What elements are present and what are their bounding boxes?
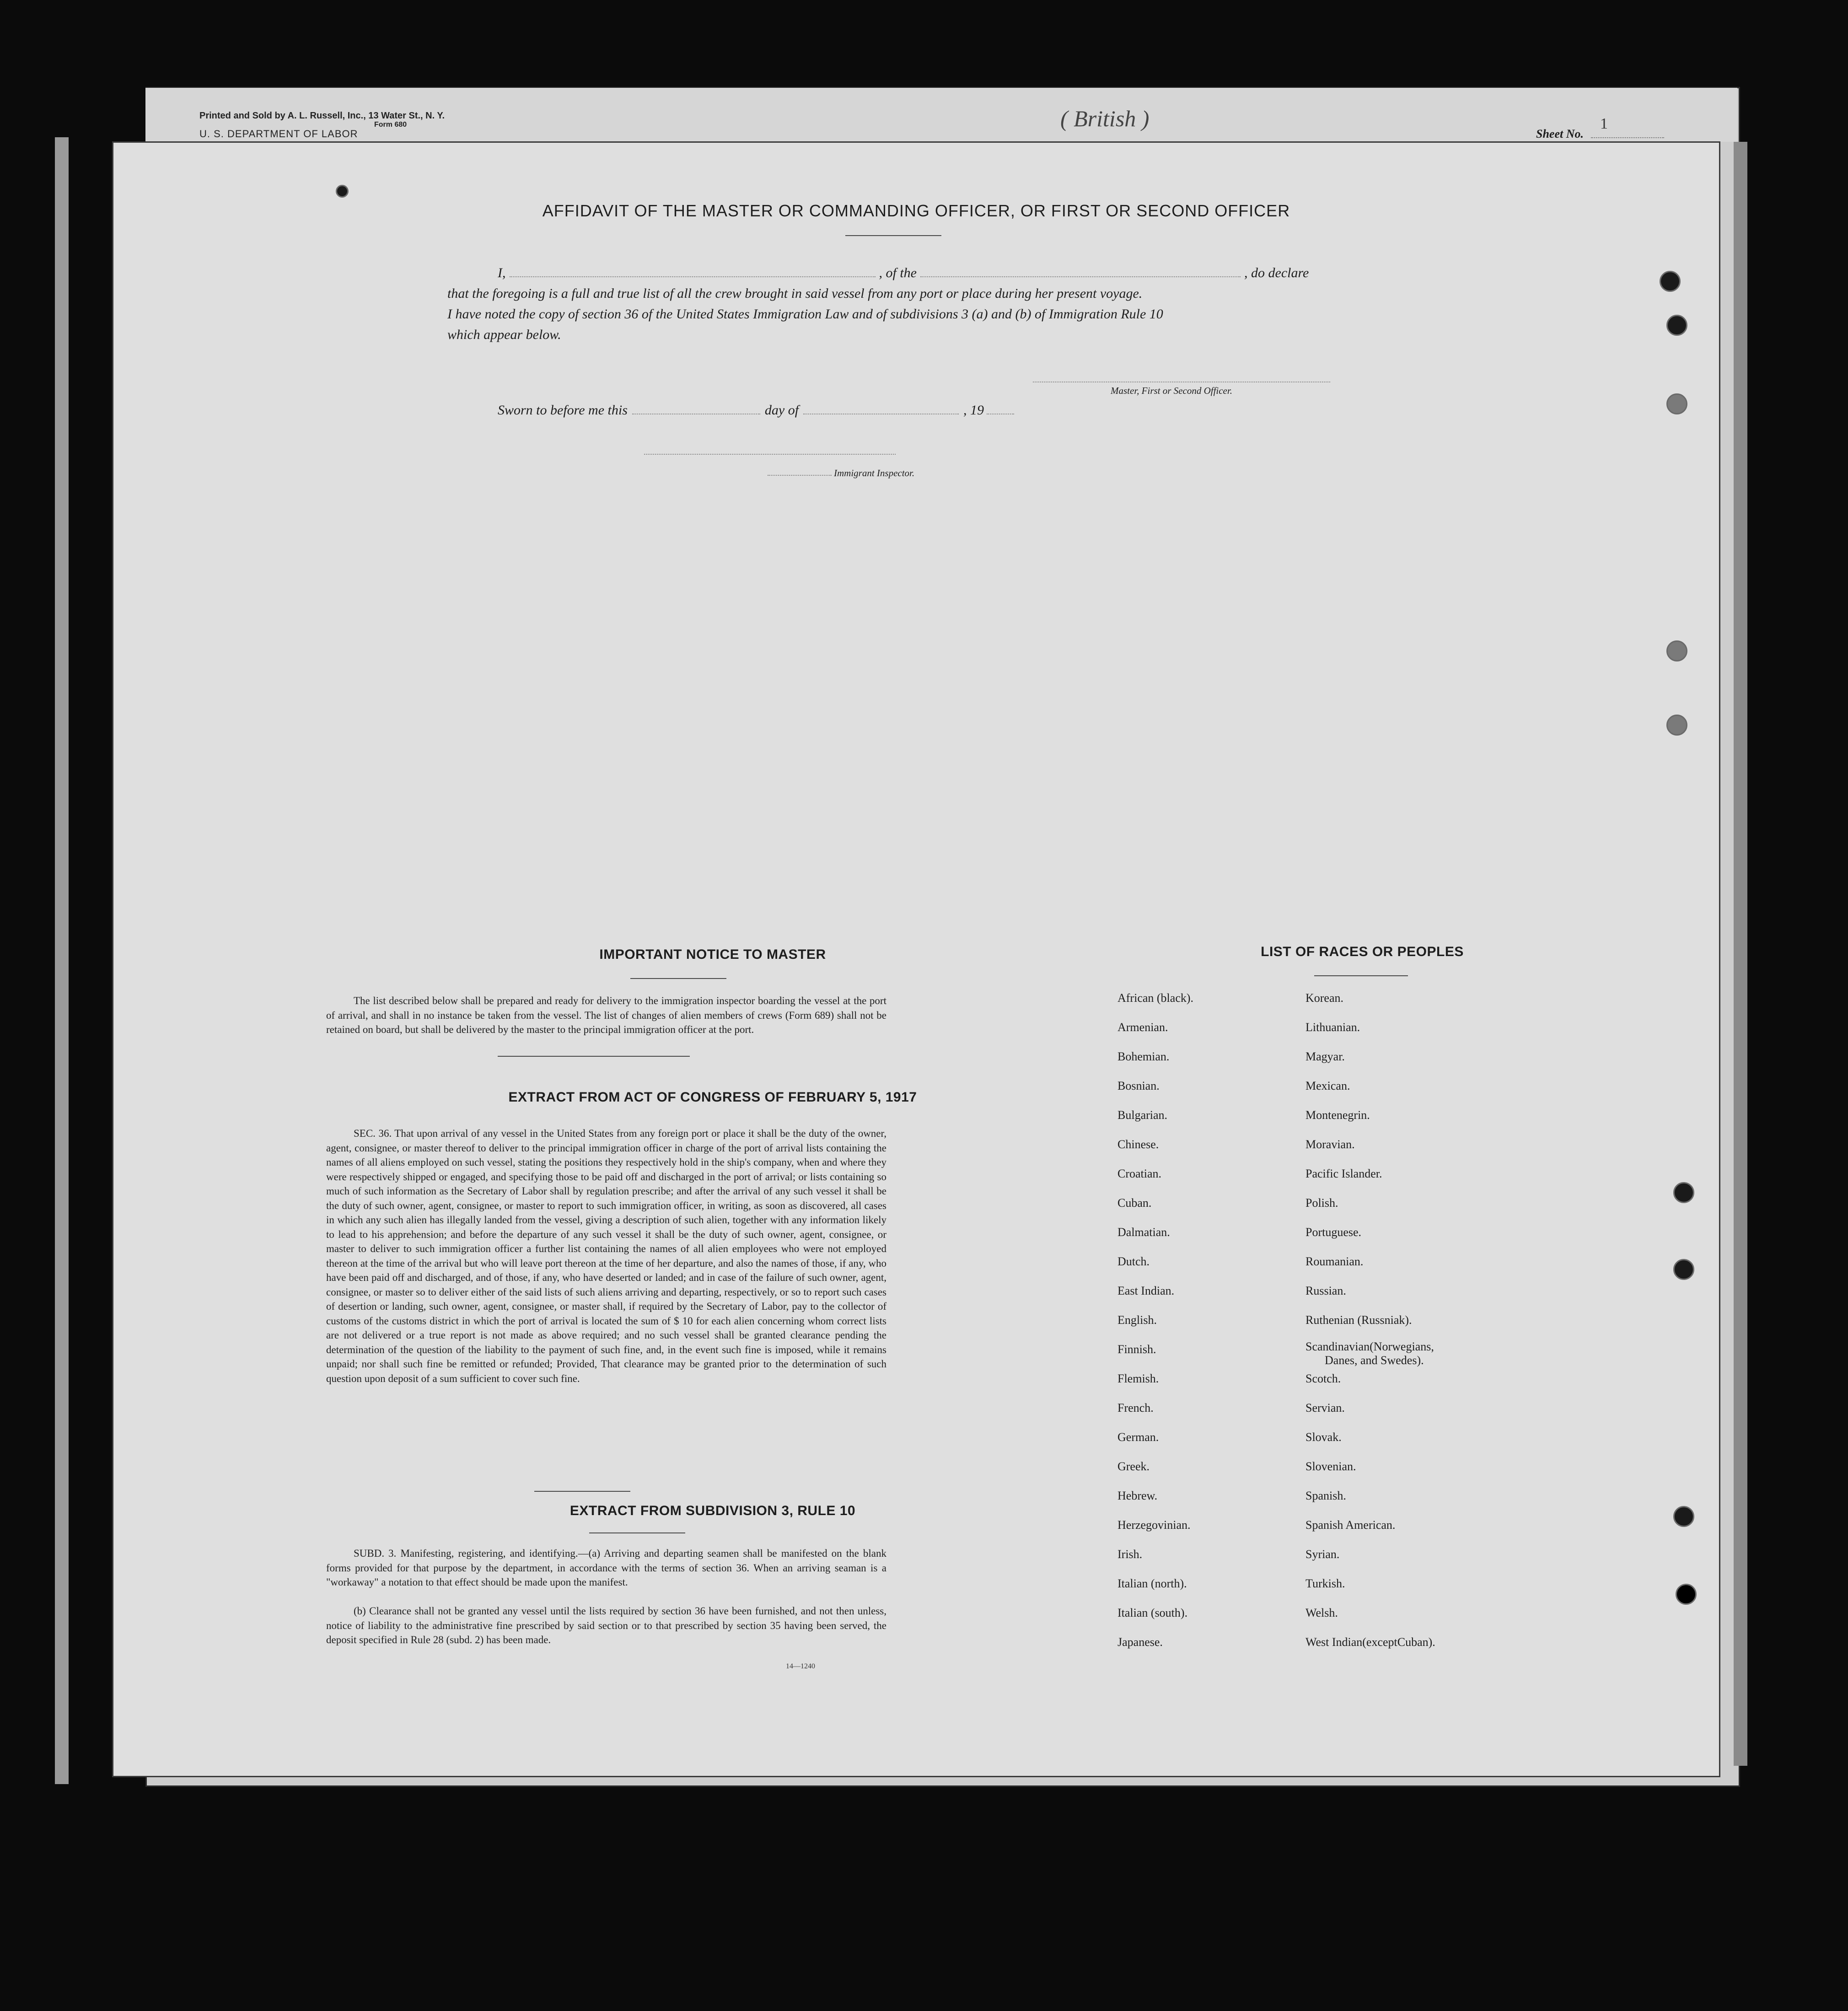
race-item: Scandinavian(Norwegians, [1305, 1340, 1434, 1353]
race-item: German. [1117, 1430, 1159, 1444]
title-rule [845, 235, 941, 236]
race-item: Greek. [1117, 1460, 1150, 1473]
affidavit-line-3: I have noted the copy of section 36 of the United States Immigration Law and of subdivisions 3 (a) and (b) of Immigration Rule 10 [447, 306, 1163, 322]
sheet-number-line [1591, 137, 1664, 138]
rule-bottom-rule [589, 1532, 685, 1533]
punch-hole [1660, 271, 1681, 292]
race-item: Syrian. [1305, 1548, 1340, 1561]
race-item: Dutch. [1117, 1255, 1150, 1268]
race-item: Scotch. [1305, 1372, 1341, 1385]
races-rule [1314, 975, 1408, 976]
race-item: Finnish. [1117, 1343, 1156, 1356]
race-item: Roumanian. [1305, 1255, 1364, 1268]
race-item: Pacific Islander. [1305, 1167, 1382, 1180]
race-item: Bohemian. [1117, 1050, 1170, 1063]
race-item: Slovenian. [1305, 1460, 1356, 1473]
race-item: Cuban. [1117, 1196, 1152, 1210]
page-edge [1734, 142, 1747, 1766]
race-item: Dalmatian. [1117, 1226, 1170, 1239]
race-item: Mexican. [1305, 1079, 1350, 1092]
sheet-number: 1 [1600, 115, 1608, 132]
race-item: Hebrew. [1117, 1489, 1158, 1502]
race-item-continuation: Danes, and Swedes). [1325, 1354, 1424, 1367]
notice-bottom-rule [498, 1056, 690, 1057]
notice-rule [630, 978, 726, 979]
header-strip [145, 88, 1737, 142]
inspector-caption: Immigrant Inspector. [834, 468, 915, 479]
race-item: Slovak. [1305, 1430, 1342, 1444]
race-item: Bulgarian. [1117, 1108, 1168, 1122]
race-item: Spanish. [1305, 1489, 1346, 1502]
race-item: Chinese. [1117, 1138, 1159, 1151]
race-item: Italian (north). [1117, 1577, 1187, 1590]
race-item: Flemish. [1117, 1372, 1159, 1385]
act-title: EXTRACT FROM ACT OF CONGRESS OF FEBRUARY 5, 1917 [508, 1090, 917, 1105]
form-code: 14—1240 [786, 1662, 815, 1670]
punch-hole [1676, 1584, 1697, 1605]
race-item: Magyar. [1305, 1050, 1345, 1063]
race-item: Irish. [1117, 1548, 1143, 1561]
race-item: Montenegrin. [1305, 1108, 1370, 1122]
affidavit-line-4: which appear below. [447, 327, 561, 342]
department-name: U. S. DEPARTMENT OF LABOR [199, 128, 358, 140]
race-item: Russian. [1305, 1284, 1346, 1297]
race-item: Portuguese. [1305, 1226, 1362, 1239]
master-caption: Master, First or Second Officer. [1111, 385, 1232, 396]
printer-line: Printed and Sold by A. L. Russell, Inc., 13 Water St., N. Y. [199, 111, 445, 121]
affidavit-page [113, 143, 1719, 1776]
race-item: Servian. [1305, 1401, 1345, 1414]
race-item: Moravian. [1305, 1138, 1355, 1151]
race-item: English. [1117, 1313, 1157, 1327]
race-item: French. [1117, 1401, 1154, 1414]
race-item: Herzegovinian. [1117, 1518, 1191, 1532]
race-item: Turkish. [1305, 1577, 1345, 1590]
race-item: Armenian. [1117, 1021, 1168, 1034]
affidavit-line-2: that the foregoing is a full and true list of all the crew brought in said vessel from any port or place during her present voyage. [447, 286, 1143, 301]
inspector-signature-line [644, 454, 896, 455]
handwritten-mark: ( British ) [1060, 106, 1150, 131]
punch-hole [1666, 715, 1687, 736]
sworn-line: Sworn to before me this day of , 19 [498, 403, 1014, 418]
punch-hole [1673, 1182, 1694, 1203]
rule-top-rule [534, 1491, 630, 1492]
affidavit-title: AFFIDAVIT OF THE MASTER OR COMMANDING OFFICER, OR FIRST OR SECOND OFFICER [542, 201, 1290, 220]
race-item: Croatian. [1117, 1167, 1162, 1180]
punch-hole [336, 185, 349, 198]
race-item: Lithuanian. [1305, 1021, 1360, 1034]
race-item: Spanish American. [1305, 1518, 1396, 1532]
punch-hole [1666, 393, 1687, 414]
rule-title: EXTRACT FROM SUBDIVISION 3, RULE 10 [569, 1503, 856, 1518]
act-text: SEC. 36. That upon arrival of any vessel in the United States from any foreign port or place it shall be the duty of the owner, agent, consignee, or master thereof to deliver to the principal immigration officer in charge of the port of arrival lists containing the names of all aliens employed on such vessel, stating the positions they respectively hold in the ship's company, when and where they were respectively shipped or engaged, and specifying those to be paid off and discharged in the port of arrival; or lists containing so much of such information as the Secretary of Labor shall by regulation prescribe; and after the arrival of any such vessel it shall be the duty of such owner, agent, consignee, or master to report to such immigration officer, in writing, as soon as discovered, all cases in which any such alien has illegally landed from the vessel, giving a description of such alien, together with any information likely to lead to his apprehension; and before the departure of any such vessel it shall be the duty of such owner, agent, consignee, or master to deliver to such immigration officer a further list containing the names of all alien employees who were not employed thereon at the time of the arrival but who will leave port thereon at the time of her departure, and also the names of those, if any, who have been paid off and discharged, and of those, if any, who have deserted or landed; and in case of the failure of such owner, agent, consignee, or master so to deliver either of the said lists of such aliens arriving and departing, respectively, or so to report such cases of desertion or landing, such owner, agent, consignee, or master shall, if required by the Secretary of Labor, pay to the collector of customs of the customs district in which the port of arrival is located the sum of $ 10 for each alien concerning whom correct lists are not delivered or a true report is not made as above required; and no such vessel shall be granted clearance pending the determination of the question of the liability to the payment of such fine, and, in the event such fine is imposed, while it remains unpaid; nor shall such fine be remitted or refunded; Provided, That clearance may be granted prior to the determination of such question upon deposit of a sum sufficient to cover such fine. [326, 1128, 886, 1384]
race-item: Bosnian. [1117, 1079, 1160, 1092]
race-item: Welsh. [1305, 1606, 1338, 1619]
affidavit-line-1: I, , of the , do declare [498, 265, 1309, 280]
rule-text-b: (b) Clearance shall not be granted any vessel until the lists required by section 36 have been furnished, and not then unless, notice of liability to the administrative fine prescribed by said section or to that prescribed by section 35 having been served, the deposit specified in Rule 28 (subd. 2) has been made. [326, 1605, 886, 1645]
inspector-caption-leader [768, 475, 832, 476]
race-item: East Indian. [1117, 1284, 1175, 1297]
race-item: Japanese. [1117, 1635, 1163, 1649]
punch-hole [1666, 315, 1687, 336]
race-item: Polish. [1305, 1196, 1338, 1210]
race-item: Korean. [1305, 991, 1344, 1005]
punch-hole [1673, 1259, 1694, 1280]
race-item: Italian (south). [1117, 1606, 1188, 1619]
punch-hole [1666, 640, 1687, 661]
race-item: Ruthenian (Russniak). [1305, 1313, 1412, 1327]
race-item: West Indian(exceptCuban). [1305, 1635, 1435, 1649]
notice-title: IMPORTANT NOTICE TO MASTER [599, 947, 826, 962]
form-number: Form 680 [374, 121, 407, 129]
races-title: LIST OF RACES OR PEOPLES [1261, 944, 1464, 959]
sheet-label: Sheet No. [1536, 127, 1584, 140]
page-edge [55, 137, 69, 1784]
rule-text-a: SUBD. 3. Manifesting, registering, and identifying.—(a) Arriving and departing seamen shall be manifested on the blank forms provided for that purpose by the department, in accordance with the terms of section 36. When an arriving seaman is a "workaway" a notation to that effect should be made upon the manifest. [326, 1548, 886, 1588]
punch-hole [1673, 1506, 1694, 1527]
race-item: African (black). [1117, 991, 1194, 1005]
notice-text: The list described below shall be prepared and ready for delivery to the immigration inspector boarding the vessel at the port of arrival, and shall in no instance be taken from the vessel. The list of changes of alien members of crews (Form 689) shall not be retained on board, but shall be delivered by the master to the principal immigration officer at the port. [326, 995, 886, 1035]
